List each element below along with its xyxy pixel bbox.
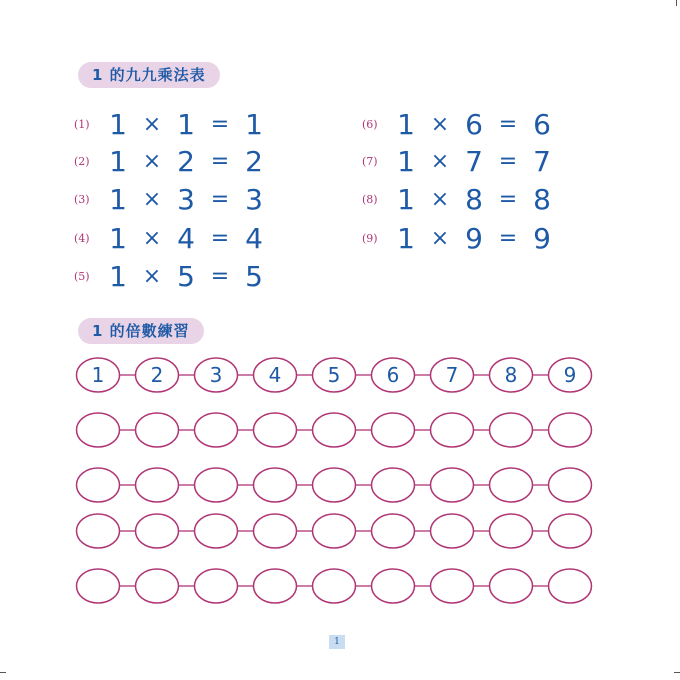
circle-number: 8: [504, 363, 518, 387]
product: 9: [533, 221, 551, 255]
equation-index: (7): [362, 154, 378, 168]
multiplier: 1: [177, 107, 195, 141]
blank-answer-circle[interactable]: [254, 514, 297, 548]
blank-answer-circle[interactable]: [372, 468, 415, 502]
multiplicand: 1: [109, 107, 127, 141]
product: 8: [533, 182, 551, 216]
times-sign: ×: [142, 148, 162, 174]
product: 4: [245, 221, 263, 255]
blank-answer-circle[interactable]: [77, 514, 120, 548]
product: 2: [245, 144, 263, 178]
blank-answer-circle[interactable]: [136, 569, 179, 603]
product: 5: [245, 259, 263, 293]
blank-answer-circle[interactable]: [254, 468, 297, 502]
times-sign: ×: [142, 111, 162, 137]
equation-index: (1): [74, 117, 90, 131]
multiplier: 9: [465, 221, 483, 255]
product: 1: [245, 107, 263, 141]
blank-answer-circle[interactable]: [254, 569, 297, 603]
circle-number: 5: [327, 363, 341, 387]
practice-title: 1 的倍數練習: [78, 318, 204, 344]
multiplicand: 1: [397, 221, 415, 255]
equals-sign: =: [498, 111, 518, 137]
blank-answer-circle[interactable]: [136, 413, 179, 447]
times-sign: ×: [430, 111, 450, 137]
blank-answer-circle[interactable]: [313, 468, 356, 502]
multiplier: 5: [177, 259, 195, 293]
times-sign: ×: [430, 186, 450, 212]
equation-index: (3): [74, 192, 90, 206]
blank-answer-circle[interactable]: [136, 514, 179, 548]
equation-index: (9): [362, 231, 378, 245]
circle-number: 7: [445, 363, 459, 387]
circle-number: 3: [209, 363, 223, 387]
blank-answer-circle[interactable]: [195, 468, 238, 502]
page-number: 1: [329, 635, 345, 649]
blank-answer-circle[interactable]: [136, 468, 179, 502]
blank-answer-circle[interactable]: [77, 569, 120, 603]
equals-sign: =: [210, 225, 230, 251]
multiplicand: 1: [109, 221, 127, 255]
blank-answer-circle[interactable]: [77, 413, 120, 447]
multiplier: 6: [465, 107, 483, 141]
equals-sign: =: [498, 186, 518, 212]
equation-index: (4): [74, 231, 90, 245]
equation-index: (5): [74, 269, 90, 283]
blank-answer-circle[interactable]: [490, 413, 533, 447]
blank-answer-circle[interactable]: [77, 468, 120, 502]
blank-answer-circle[interactable]: [372, 569, 415, 603]
times-sign: ×: [142, 186, 162, 212]
blank-answer-circle[interactable]: [549, 468, 592, 502]
product: 7: [533, 144, 551, 178]
multiplicand: 1: [109, 182, 127, 216]
times-sign: ×: [142, 263, 162, 289]
circle-number: 9: [563, 363, 577, 387]
times-sign: ×: [142, 225, 162, 251]
blank-answer-circle[interactable]: [195, 569, 238, 603]
blank-answer-circle[interactable]: [490, 514, 533, 548]
times-sign: ×: [430, 225, 450, 251]
blank-answer-circle[interactable]: [254, 413, 297, 447]
multiplier: 2: [177, 144, 195, 178]
multiplicand: 1: [397, 182, 415, 216]
blank-answer-circle[interactable]: [549, 569, 592, 603]
equals-sign: =: [498, 225, 518, 251]
blank-answer-circle[interactable]: [549, 514, 592, 548]
equals-sign: =: [498, 148, 518, 174]
circle-number: 1: [91, 363, 105, 387]
blank-answer-circle[interactable]: [431, 413, 474, 447]
blank-answer-circle[interactable]: [313, 413, 356, 447]
times-sign: ×: [430, 148, 450, 174]
blank-answer-circle[interactable]: [313, 569, 356, 603]
blank-answer-circle[interactable]: [431, 468, 474, 502]
circle-number: 2: [150, 363, 164, 387]
blank-answer-circle[interactable]: [490, 569, 533, 603]
page-title: 1 的九九乘法表: [78, 62, 220, 88]
blank-answer-circle[interactable]: [195, 514, 238, 548]
blank-answer-circle[interactable]: [313, 514, 356, 548]
equals-sign: =: [210, 263, 230, 289]
equation-index: (6): [362, 117, 378, 131]
blank-answer-circle[interactable]: [431, 569, 474, 603]
multiplicand: 1: [109, 144, 127, 178]
blank-answer-circle[interactable]: [372, 514, 415, 548]
blank-answer-circle[interactable]: [372, 413, 415, 447]
product: 6: [533, 107, 551, 141]
equation-index: (8): [362, 192, 378, 206]
circle-number: 6: [386, 363, 400, 387]
blank-answer-circle[interactable]: [549, 413, 592, 447]
multiplier: 3: [177, 182, 195, 216]
blank-answer-circle[interactable]: [490, 468, 533, 502]
equation-index: (2): [74, 154, 90, 168]
product: 3: [245, 182, 263, 216]
multiplicand: 1: [397, 107, 415, 141]
blank-answer-circle[interactable]: [195, 413, 238, 447]
circle-number: 4: [268, 363, 282, 387]
multiplier: 4: [177, 221, 195, 255]
multiplicand: 1: [109, 259, 127, 293]
multiplicand: 1: [397, 144, 415, 178]
equals-sign: =: [210, 186, 230, 212]
equals-sign: =: [210, 111, 230, 137]
multiplier: 8: [465, 182, 483, 216]
equals-sign: =: [210, 148, 230, 174]
multiplier: 7: [465, 144, 483, 178]
blank-answer-circle[interactable]: [431, 514, 474, 548]
